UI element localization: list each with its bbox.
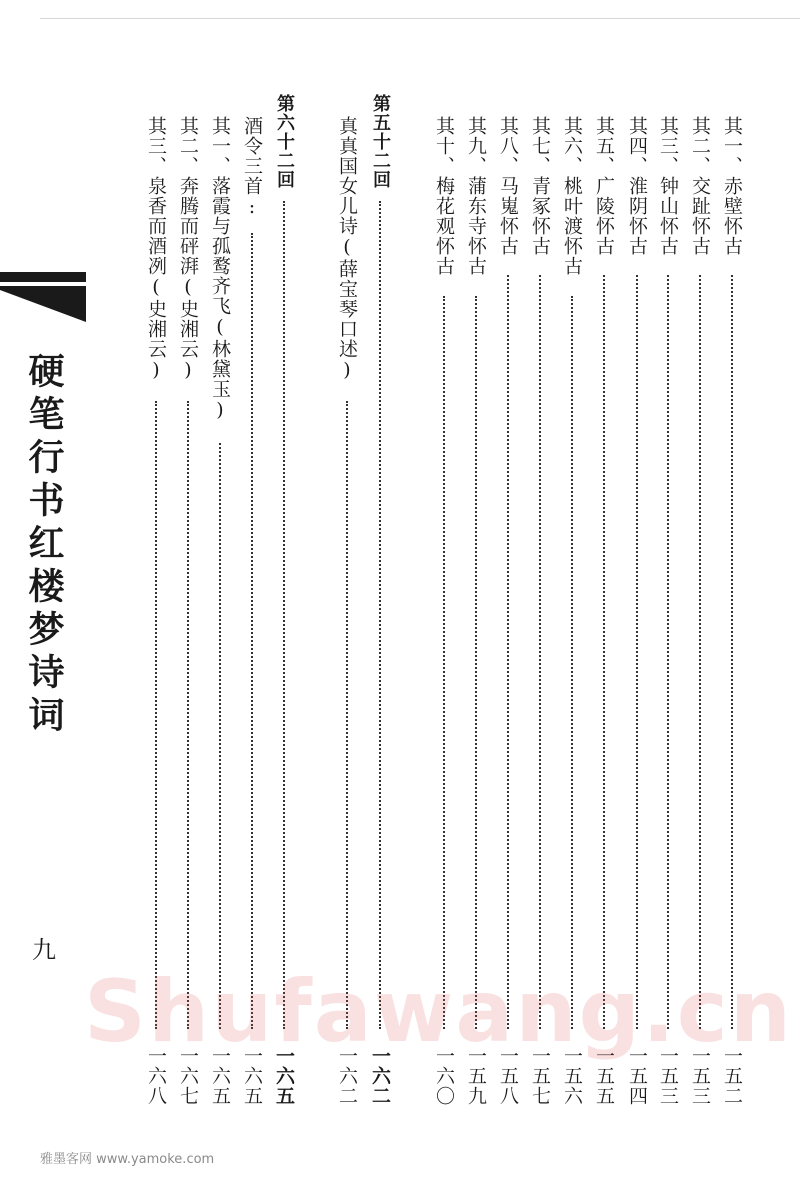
toc-leader-dots: [219, 443, 221, 1029]
toc-entry-title: 其七、青冢怀古: [529, 116, 551, 256]
toc-chapter-heading[interactable]: [269, 94, 299, 1106]
toc-page-number: 一五九: [465, 1046, 487, 1106]
toc-entry-title: 其六、桃叶渡怀古: [561, 116, 583, 276]
toc-page-number: 一六二: [336, 1046, 358, 1106]
toc-page-number: 一六五: [241, 1046, 263, 1106]
toc-page-number: 一六五: [209, 1046, 231, 1106]
toc-entry[interactable]: [685, 116, 715, 1106]
toc-page-number: 一五八: [497, 1046, 519, 1106]
toc-leader-dots: [636, 275, 638, 1029]
toc-page-number: 一五五: [593, 1046, 615, 1106]
book-title: 硬笔行书红楼梦诗词: [23, 352, 65, 739]
toc-entry[interactable]: [237, 116, 267, 1106]
toc-entry-title: 第六十二回: [274, 94, 295, 189]
toc-entry[interactable]: [332, 116, 362, 1106]
toc-page-number: 一五二: [721, 1046, 743, 1106]
toc-entry-title: 其九、蒲东寺怀古: [465, 116, 487, 276]
toc-entry[interactable]: [622, 116, 652, 1106]
watermark: Shufawang.cn: [84, 962, 793, 1062]
toc-page-number: 一六八: [145, 1046, 167, 1106]
page-number: 九: [32, 936, 56, 964]
toc-entry[interactable]: [589, 116, 619, 1106]
toc-chapter-heading[interactable]: [365, 94, 395, 1106]
toc-entry-title: 其三、钟山怀古: [657, 116, 679, 256]
toc-entry[interactable]: [461, 116, 491, 1106]
toc-leader-dots: [667, 275, 669, 1029]
toc-entry-title: 其五、广陵怀古: [593, 116, 615, 256]
toc-page-number: 一五七: [529, 1046, 551, 1106]
toc-leader-dots: [507, 275, 509, 1029]
toc-entry-title: 其二、奔腾而砰湃(史湘云): [177, 116, 199, 382]
toc-entry-title: 其三、泉香而酒冽(史湘云): [145, 116, 167, 382]
toc-leader-dots: [539, 275, 541, 1029]
toc-entry[interactable]: [557, 116, 587, 1106]
toc-leader-dots: [731, 275, 733, 1029]
toc-entry-title: 其一、赤壁怀古: [721, 116, 743, 256]
toc-entry[interactable]: [493, 116, 523, 1106]
toc-leader-dots: [699, 275, 701, 1029]
toc-entry[interactable]: [717, 116, 747, 1106]
toc-leader-dots: [443, 296, 445, 1029]
toc-leader-dots: [346, 401, 348, 1029]
toc-page-number: 一六五: [273, 1046, 295, 1106]
toc-entry-title: 酒令三首:: [241, 116, 263, 219]
toc-entry[interactable]: [429, 116, 459, 1106]
toc-entry[interactable]: [525, 116, 555, 1106]
source-footer: 雅墨客网 www.yamoke.com: [40, 1152, 215, 1167]
toc-leader-dots: [155, 401, 157, 1029]
toc-leader-dots: [187, 401, 189, 1029]
toc-page-number: 一五六: [561, 1046, 583, 1106]
toc-entry-title: 其四、淮阴怀古: [626, 116, 648, 256]
toc-page-number: 一五三: [689, 1046, 711, 1106]
toc-entry-title: 真真国女儿诗(薛宝琴口述): [336, 116, 358, 382]
toc-entry[interactable]: [205, 116, 235, 1106]
toc-entry[interactable]: [653, 116, 683, 1106]
toc-leader-dots: [283, 201, 285, 1029]
toc-page-number: 一六二: [369, 1046, 391, 1106]
toc-leader-dots: [475, 296, 477, 1029]
toc-entry-title: 其一、落霞与孤鹜齐飞(林黛玉): [209, 116, 231, 422]
toc-leader-dots: [251, 233, 253, 1029]
toc-page-number: 一五三: [657, 1046, 679, 1106]
toc-leader-dots: [571, 296, 573, 1029]
toc-page-number: 一六七: [177, 1046, 199, 1106]
decorative-wedge: [0, 262, 90, 322]
toc-entry-title: 其十、梅花观怀古: [433, 116, 455, 276]
toc-entry-title: 第五十二回: [370, 94, 391, 189]
toc-entry[interactable]: [141, 116, 171, 1106]
toc-leader-dots: [603, 275, 605, 1029]
toc-entry-title: 其二、交趾怀古: [689, 116, 711, 256]
toc-entry[interactable]: [173, 116, 203, 1106]
toc-page-number: 一六〇: [433, 1046, 455, 1106]
top-rule: [40, 18, 800, 19]
toc-entry-title: 其八、马嵬怀古: [497, 116, 519, 256]
toc-page-number: 一五四: [626, 1046, 648, 1106]
toc-leader-dots: [379, 201, 381, 1029]
